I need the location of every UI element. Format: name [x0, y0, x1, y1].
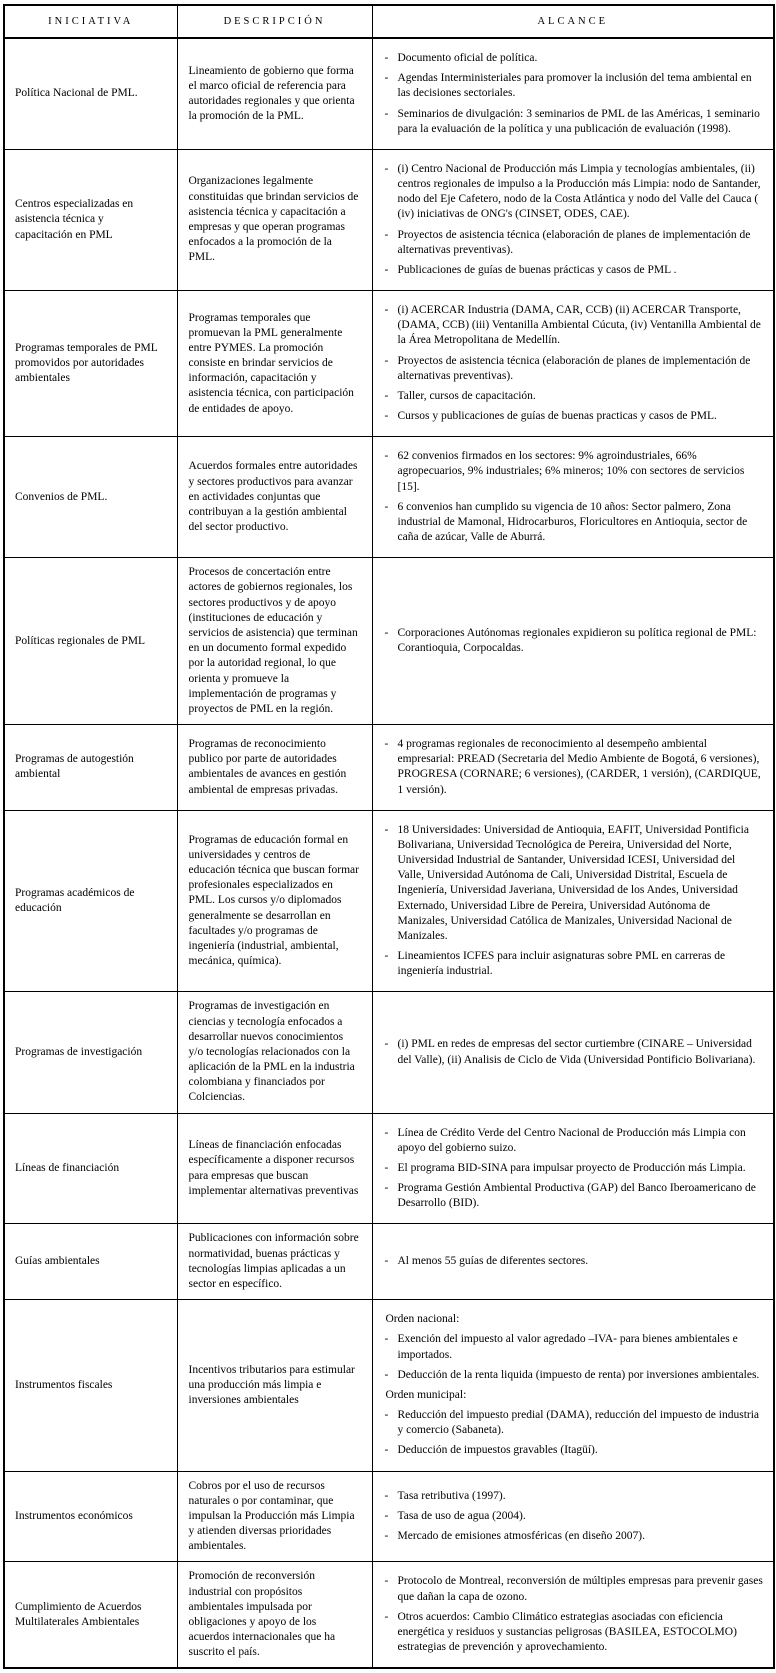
alcance-text: 6 convenios han cumplido su vigencia de 10 años: Sector palmero, Zona industrial de Mamonal, Hidrocarburos, Floricultores en Antioquia, sector de caña de azúcar, Valle de Aburrá.: [397, 500, 748, 544]
cell-descripcion: Lineamiento de gobierno que forma el marco oficial de referencia para autoridades regionales y que orienta la promoción de la PML.: [177, 38, 372, 149]
alcance-text: (i) Centro Nacional de Producción más Limpia y tecnologías ambientales, (ii) centros regionales de impulso a la Producción más Limpia: nodo de Santander, nodo del Eje Cafetero, nodo de la Costa Atlántica y nodo del Valle del Cauca ( (iv) iniciativas de ONG's (CINSET, ODES, CAE).: [397, 162, 761, 221]
bullet-dash: -: [384, 1126, 389, 1139]
alcance-text: Documento oficial de política.: [397, 52, 538, 64]
alcance-item: [385, 1181, 764, 1211]
bullet-dash: -: [384, 1489, 389, 1502]
alcance-item: [385, 303, 764, 349]
alcance-item: [385, 1408, 764, 1438]
bullet-dash: -: [384, 1038, 389, 1051]
alcance-heading: Orden municipal:: [385, 1388, 467, 1401]
alcance-item: [385, 162, 764, 223]
bullet-dash: -: [384, 626, 389, 639]
alcance-text: Lineamientos ICFES para incluir asignaturas sobre PML en carreras de ingeniería industrial.: [397, 950, 726, 978]
cell-alcance: [372, 437, 774, 558]
column-header-descripcion: DESCRIPCIÓN: [177, 5, 372, 38]
header-row: [4, 5, 774, 38]
bullet-dash: -: [384, 304, 389, 317]
alcance-text: El programa BID-SINA para impulsar proyecto de Producción más Limpia.: [397, 1161, 746, 1174]
alcance-item: [385, 500, 764, 546]
bullet-dash: -: [384, 72, 389, 85]
bullet-dash: -: [384, 1575, 389, 1588]
alcance-item: [385, 626, 764, 656]
alcance-text: 18 Universidades: Universidad de Antioquia, EAFIT, Universidad Pontificia Bolivariana, Universidad Tecnológica de Pereira, Universidad del Norte, Universidad Industrial de Santander, Universidad ICESI, Universidad del Valle, Universidad Autónoma de Cali, Universidad Distrital, Escuela de Ingeniería, Universidad Javeriana, Universidad de los Andes, Universidad Externado, Universidad Libre de Pereira, Universidad Autónoma de Manizales, Universidad Católica de Manizales, Universidad Nacional de Manizales.: [397, 823, 749, 942]
bullet-dash: -: [384, 162, 389, 175]
bullet-dash: -: [384, 263, 389, 276]
bullet-dash: -: [384, 1161, 389, 1174]
alcance-item: [385, 389, 764, 404]
bullet-dash: -: [384, 410, 389, 423]
cell-iniciativa: Cumplimiento de Acuerdos Multilaterales Ambientales: [4, 1562, 177, 1669]
alcance-text: Seminarios de divulgación: 3 seminarios de PML de las Américas, 1 seminario para la evaluación de la política y una publicación de evaluación (1998).: [397, 107, 760, 135]
alcance-text: Deducción de impuestos gravables (Itagüí).: [397, 1444, 598, 1457]
alcance-text: Corporaciones Autónomas regionales expidieron su política regional de PML: Corantioquia, Corpocaldas.: [397, 626, 757, 655]
cell-iniciativa: Programas de autogestión ambiental: [4, 725, 177, 811]
bullet-dash: -: [384, 1444, 389, 1457]
bullet-dash: -: [384, 354, 389, 367]
alcance-text: Proyectos de asistencia técnica (elaboración de planes de implementación de alternativas preventivas).: [397, 228, 751, 256]
cell-iniciativa: Programas de investigación: [4, 992, 177, 1113]
cell-descripcion: Promoción de reconversión industrial con propósitos ambientales impulsada por obligaciones y apoyo de los acuerdos internacionales que ha suscrito el país.: [177, 1562, 372, 1669]
alcance-item: [385, 1574, 764, 1604]
cell-iniciativa: Instrumentos fiscales: [4, 1300, 177, 1471]
alcance-item: [385, 949, 764, 979]
cell-descripcion: Incentivos tributarios para estimular una producción más limpia e inversiones ambientales: [177, 1300, 372, 1471]
alcance-item: [385, 1037, 764, 1067]
alcance-text: Otros acuerdos: Cambio Climático estrategias asociadas con eficiencia energética y residuos y sustancias peligrosas (BASILEA, ESTOCOLMO) estrategias de prevención y aprovechamiento.: [397, 1610, 737, 1654]
cell-alcance: [372, 992, 774, 1113]
column-header-iniciativa: INICIATIVA: [4, 5, 177, 38]
bullet-dash: -: [384, 738, 389, 751]
cell-iniciativa: Programas temporales de PML promovidos por autoridades ambientales: [4, 291, 177, 437]
initiatives-table: [3, 4, 775, 1669]
alcance-text: Tasa retributiva (1997).: [397, 1489, 506, 1502]
bullet-dash: -: [384, 1368, 389, 1381]
alcance-item: [385, 1368, 764, 1383]
cell-iniciativa: Programas académicos de educación: [4, 810, 177, 992]
bullet-dash: -: [384, 1182, 389, 1195]
alcance-text: Programa Gestión Ambiental Productiva (GAP) del Banco Iberoamericano de Desarrollo (BID).: [397, 1182, 756, 1210]
alcance-item: [385, 1529, 764, 1544]
alcance-item: [385, 107, 764, 137]
cell-descripcion: Programas de educación formal en universidades y centros de educación técnica que buscan formar profesionales especializados en PML. Los cursos y/o diplomados generalmente se desarrollan en facultades y/o programas de ingeniería (industrial, ambiental, mecánica, química).: [177, 810, 372, 992]
bullet-dash: -: [384, 52, 389, 64]
cell-descripcion: Acuerdos formales entre autoridades y sectores productivos para avanzar en actividades conjuntas que contribuyan a la gestión ambiental del sector productivo.: [177, 437, 372, 558]
alcance-text: 4 programas regionales de reconocimiento al desempeño ambiental empresarial: PREAD (Secretaria del Medio Ambiente de Bogotá, 6 versiones), PROGRESA (CORNARE; 6 versiones), (CARDER, 1 versión), (CARDIQUE, 1 versión).: [397, 738, 761, 796]
cell-alcance: [372, 1471, 774, 1562]
cell-iniciativa: Guías ambientales: [4, 1224, 177, 1300]
alcance-text: Publicaciones de guías de buenas prácticas y casos de PML .: [397, 263, 677, 276]
alcance-text: Protocolo de Montreal, reconversión de múltiples empresas para prevenir gases que dañan la capa de ozono.: [397, 1575, 763, 1603]
table-row: [4, 810, 774, 992]
alcance-item: [385, 263, 764, 278]
cell-descripcion: Publicaciones con información sobre normatividad, buenas prácticas y tecnologías limpias aplicadas a un sector en específico.: [177, 1224, 372, 1300]
cell-descripcion: Organizaciones legalmente constituidas que brindan servicios de asistencia técnica y capacitación a empresas y que operan programas enfocados a la promoción de la PML.: [177, 149, 372, 290]
bullet-dash: -: [384, 107, 389, 120]
cell-alcance: [372, 1300, 774, 1471]
alcance-item: [385, 228, 764, 258]
alcance-text: Exención del impuesto al valor agredado –IVA- para bienes ambientales e importados.: [397, 1333, 738, 1361]
cell-descripcion: Procesos de concertación entre actores de gobiernos regionales, los sectores productivos y de apoyo (instituciones de educación y servicios de asistencia) que terminan en un documento formal expedido por la autoridad regional, lo que orienta y promueve la implementación de programas y proyectos de PML en la región.: [177, 558, 372, 725]
alcance-text: Proyectos de asistencia técnica (elaboración de planes de implementación de alternativas preventivas).: [397, 354, 751, 382]
table-row: [4, 38, 774, 149]
alcance-item: [385, 1254, 764, 1269]
alcance-text: Reducción del impuesto predial (DAMA), reducción del impuesto de industria y comercio (Sabaneta).: [397, 1409, 760, 1437]
alcance-item: [385, 1489, 764, 1504]
cell-alcance: [372, 1224, 774, 1300]
cell-alcance: [372, 149, 774, 290]
cell-iniciativa: Política Nacional de PML.: [4, 38, 177, 149]
cell-alcance: [372, 38, 774, 149]
cell-iniciativa: Convenios de PML.: [4, 437, 177, 558]
alcance-heading: Orden nacional:: [385, 1313, 460, 1326]
table-row: [4, 1113, 774, 1224]
cell-alcance: [372, 810, 774, 992]
alcance-text: Mercado de emisiones atmosféricas (en diseño 2007).: [397, 1530, 645, 1543]
cell-alcance: [372, 291, 774, 437]
alcance-item: [385, 1610, 764, 1656]
alcance-text: Tasa de uso de agua (2004).: [397, 1509, 526, 1522]
bullet-dash: -: [384, 1255, 389, 1268]
alcance-text: (i) ACERCAR Industria (DAMA, CAR, CCB) (ii) ACERCAR Transporte, (DAMA, CCB) (iii) Ventanilla Ambiental Cúcuta, (iv) Ventanilla Ambiental de la Área Metropolitana de Medellín.: [397, 304, 761, 347]
cell-descripcion: Programas de reconocimiento publico por parte de autoridades ambientales de avances en gestión ambiental de empresas privadas.: [177, 725, 372, 811]
alcance-text: Deducción de la renta liquida (impuesto de renta) por inversiones ambientales.: [397, 1368, 760, 1381]
bullet-dash: -: [384, 228, 389, 241]
bullet-dash: -: [384, 950, 389, 963]
bullet-dash: -: [384, 823, 389, 836]
cell-alcance: [372, 725, 774, 811]
cell-iniciativa: Políticas regionales de PML: [4, 558, 177, 725]
alcance-item: [385, 1161, 764, 1176]
cell-alcance: [372, 558, 774, 725]
alcance-item: [385, 51, 764, 66]
alcance-item: [385, 409, 764, 424]
alcance-text: 62 convenios firmados en los sectores: 9% agroindustriales, 66% agropecuarios, 9% industriales; 6% mineros; 10% con sectores de servicios [15].: [397, 450, 745, 493]
bullet-dash: -: [384, 1530, 389, 1543]
cell-alcance: [372, 1113, 774, 1224]
table-row: [4, 1562, 774, 1669]
alcance-item: [385, 737, 764, 798]
alcance-item: [385, 1443, 764, 1458]
alcance-text: Agendas Interministeriales para promover la inclusión del tema ambiental en las decisiones sectoriales.: [397, 72, 752, 100]
alcance-text: Línea de Crédito Verde del Centro Nacional de Producción más Limpia con apoyo del gobierno suizo.: [397, 1126, 746, 1154]
cell-iniciativa: Centros especializadas en asistencia técnica y capacitación en PML: [4, 149, 177, 290]
table-row: [4, 1300, 774, 1471]
bullet-dash: -: [384, 1409, 389, 1422]
table-header: [4, 5, 774, 38]
bullet-dash: -: [384, 500, 389, 513]
bullet-dash: -: [384, 1333, 389, 1346]
alcance-item: [385, 823, 764, 944]
cell-iniciativa: Instrumentos económicos: [4, 1471, 177, 1562]
alcance-text: Al menos 55 guías de diferentes sectores.: [397, 1255, 589, 1268]
cell-alcance: [372, 1562, 774, 1669]
table-row: [4, 558, 774, 725]
table-row: [4, 1224, 774, 1300]
column-header-alcance: ALCANCE: [372, 5, 774, 38]
alcance-text: Cursos y publicaciones de guías de buenas practicas y casos de PML.: [397, 410, 717, 423]
alcance-item: [385, 354, 764, 384]
alcance-item: [385, 1126, 764, 1156]
table-row: [4, 149, 774, 290]
alcance-item: [385, 449, 764, 495]
cell-descripcion: Cobros por el uso de recursos naturales o por contaminar, que impulsan la Producción más Limpia y atienden diversas prioridades ambientales.: [177, 1471, 372, 1562]
table-row: [4, 437, 774, 558]
table-row: [4, 1471, 774, 1562]
alcance-item: [385, 1332, 764, 1362]
alcance-text: (i) PML en redes de empresas del sector curtiembre (CINARE – Universidad del Valle), (ii) Analisis de Ciclo de Vida (Universidad Pontificio Bolivariana).: [397, 1038, 756, 1066]
table-row: [4, 291, 774, 437]
table-row: [4, 992, 774, 1113]
alcance-text: Taller, cursos de capacitación.: [397, 389, 536, 402]
bullet-dash: -: [384, 450, 389, 463]
cell-descripcion: Líneas de financiación enfocadas específicamente a disponer recursos para empresas que buscan implementar alternativas preventivas: [177, 1113, 372, 1224]
alcance-item: [385, 1509, 764, 1524]
table-row: [4, 725, 774, 811]
bullet-dash: -: [384, 1509, 389, 1522]
table-body: [4, 38, 774, 1668]
cell-descripcion: Programas de investigación en ciencias y tecnología enfocados a desarrollar nuevos conocimientos y/o tecnologías relacionados con la aplicación de la PML en la industria colombiana y financiados por Colciencias.: [177, 992, 372, 1113]
bullet-dash: -: [384, 389, 389, 402]
alcance-item: [385, 71, 764, 101]
cell-descripcion: Programas temporales que promuevan la PML generalmente entre PYMES. La promoción consiste en brindar servicios de información, capacitación y asistencia técnica, con participación de entidades de apoyo.: [177, 291, 372, 437]
cell-iniciativa: Líneas de financiación: [4, 1113, 177, 1224]
bullet-dash: -: [384, 1610, 389, 1623]
